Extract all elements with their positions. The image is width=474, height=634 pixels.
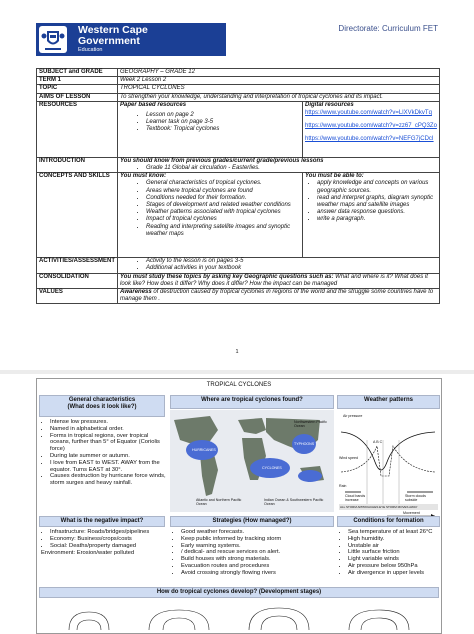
- aims-value: To strengthen your knowledge, understanding and interpretation of tropical cyclones and its impact.: [118, 93, 440, 101]
- conditions-heading: Conditions for formation: [337, 516, 440, 527]
- subject-value: GEOGRAPHY – GRADE 12: [118, 69, 440, 77]
- map-label-nw-pacific: Northwestern Pacific Ocean: [294, 420, 327, 429]
- list-item: • During late summer or autumn.: [50, 453, 168, 460]
- negative-heading: What is the negative impact?: [39, 516, 165, 527]
- values-label: VALUES: [37, 289, 118, 304]
- resource-link[interactable]: https://www.youtube.com/watch?v=zz67_cPQ3Zo: [305, 123, 437, 130]
- values-rest: of destruction caused by tropical cyclones in regions of the world and the struggle some countries have to manage them .: [120, 289, 434, 303]
- list-item: • Reading and interpreting satellite images and synoptic weather maps: [146, 224, 300, 238]
- list-item: • Build houses with strong materials.: [181, 556, 341, 563]
- resource-link[interactable]: https://www.youtube.com/watch?v=LlXVkDkvTq: [305, 110, 432, 117]
- must-know-cell: [118, 173, 303, 258]
- conditions-list: [337, 529, 442, 577]
- general-list: [39, 419, 168, 487]
- negative-extra: Environment: Erosion/water polluted: [41, 550, 135, 556]
- term-label: TERM 1: [37, 77, 118, 85]
- resources-label: RESOURCES: [37, 101, 118, 157]
- negative-list: [39, 529, 174, 549]
- table-row: [37, 93, 440, 101]
- development-diagram: [39, 600, 439, 633]
- topic-value: TROPICAL CYCLONES: [118, 85, 440, 93]
- weather-heading: Weather patterns: [337, 395, 440, 409]
- subject-label: SUBJECT and GRADE: [37, 69, 118, 77]
- list-item: • Weather patterns associated with tropical cyclones: [146, 209, 300, 216]
- list-item: • answer data response questions.: [317, 209, 437, 216]
- page-header: [0, 0, 474, 64]
- table-row: [37, 85, 440, 93]
- chart-label-movement: Movement: [403, 511, 420, 515]
- list-item: • Stages of development and related weather conditions: [146, 202, 300, 209]
- table-row: [37, 273, 440, 288]
- poster-title: TROPICAL CYCLONES: [206, 382, 272, 388]
- list-item: • Grade 11 Global air circulation - Easterlies.: [146, 165, 437, 172]
- org-department: Education: [78, 47, 103, 53]
- list-item: • I love from EAST to WEST. AWAY from the equator. Turns EAST at 30°.: [50, 460, 168, 474]
- intro-cell: [118, 157, 440, 172]
- paper-resources: [118, 101, 303, 157]
- strategies-heading: Strategies (How managed?): [170, 516, 334, 527]
- list-item: • apply knowledge and concepts on various geographic sources.: [317, 180, 437, 194]
- lesson-plan-table: [36, 68, 440, 304]
- list-item: • write a paragraph.: [317, 216, 437, 223]
- page-divider: [0, 370, 474, 374]
- chart-label-bottom: ALL STORM APPROACHES EYE STORM MOVES AWAY: [340, 505, 418, 509]
- map-label-indian: Indian Ocean & Southwestern Pacific Ocean: [264, 498, 324, 507]
- list-item: • Air pressure below 950hPa: [348, 563, 442, 570]
- chart-label-stages: A B C: [373, 440, 383, 444]
- table-row: [37, 77, 440, 85]
- paper-heading: Paper based resources: [120, 101, 187, 108]
- list-item: • Learner task on page 3-5: [146, 119, 300, 126]
- list-item: • Infrastructure: Roads/bridges/pipelines: [50, 529, 174, 536]
- chart-label-cloud-right: Storm clouds subside: [405, 494, 426, 503]
- general-heading: General characteristics (What does it look like?): [39, 395, 165, 417]
- topic-label: TOPIC: [37, 85, 118, 93]
- list-item: • Social: Deaths/property damaged: [50, 543, 174, 550]
- development-heading: How do tropical cyclones develop? (Development stages): [39, 587, 439, 598]
- list-item: • Areas where tropical cyclones are found: [146, 188, 300, 195]
- table-row: [37, 101, 440, 157]
- map-label-cyclones: CYCLONES: [262, 466, 282, 470]
- chart-label-air-pressure: Air pressure: [343, 414, 363, 418]
- intro-label: INTRODUCTION: [37, 157, 118, 172]
- resource-link[interactable]: https://www.youtube.com/watch?v=NEFG7jCDcI: [305, 136, 434, 143]
- must-know-heading: You must know:: [120, 173, 167, 180]
- list-item: • Avoid crossing strongly flowing rivers: [181, 570, 341, 577]
- table-row: [37, 69, 440, 77]
- digital-resources: [303, 101, 440, 157]
- term-value: Week 2 Lesson 2: [118, 77, 440, 85]
- list-item: • Economy: Business/crops/costs: [50, 536, 174, 543]
- table-row: [37, 173, 440, 258]
- table-row: [37, 258, 440, 273]
- activities-cell: [118, 258, 440, 273]
- map-label-hurricanes: HURRICANES: [192, 448, 216, 452]
- wcg-logo: [36, 23, 226, 56]
- must-able-heading: You must be able to:: [305, 173, 364, 180]
- intro-heading: You should know from previous grades/current grade/previous lessons: [120, 157, 324, 164]
- list-item: • Evacuation routes and procedures: [181, 563, 341, 570]
- list-item: • General characteristics of tropical cyclones.: [146, 180, 300, 187]
- table-row: [37, 289, 440, 304]
- aims-label: AIMS OF LESSON: [37, 93, 118, 101]
- must-able-cell: [303, 173, 440, 258]
- list-item: • Little surface friction: [348, 549, 442, 556]
- values-bold: Awareness: [120, 289, 152, 296]
- list-item: • Additional activities in your textbook: [146, 265, 437, 272]
- org-name: [78, 25, 148, 47]
- tropical-cyclones-poster: [36, 378, 442, 634]
- list-item: • Impact of tropical cyclones: [146, 216, 300, 223]
- list-item: • Keep public informed by tracking storm: [181, 536, 341, 543]
- directorate-label: Directorate: Curriculum FET: [338, 24, 438, 33]
- concepts-label: CONCEPTS AND SKILLS: [37, 173, 118, 258]
- consolidation-cell: [118, 273, 440, 288]
- chart-label-cloud-left: Cloud bands increase: [345, 494, 366, 503]
- list-item: • Unstable air: [348, 543, 442, 550]
- weather-pattern-diagram: [337, 410, 440, 520]
- values-cell: [118, 289, 440, 304]
- chart-label-rain: Rain: [339, 484, 347, 488]
- coat-of-arms-icon: [39, 26, 67, 53]
- list-item: • High humidity.: [348, 536, 442, 543]
- chart-label-wind-speed: Wind speed: [339, 456, 358, 460]
- list-item: • Early warning systems.: [181, 543, 341, 550]
- world-map: [170, 410, 334, 512]
- consolidation-label: CONSOLIDATION: [37, 273, 118, 288]
- where-heading: Where are tropical cyclones found?: [170, 395, 334, 409]
- consolidation-rest: What and where is it? What does it look like? How does it differ? Why does it differ? How the impact can be managed: [120, 273, 428, 287]
- page-number: 1: [235, 349, 239, 355]
- activities-label: ACTIVITIES/ASSESSMENT: [37, 258, 118, 273]
- list-item: • Activity to the lesson is on pages 3-5: [146, 258, 437, 265]
- list-item: • Forms in tropical regions, over tropical oceans, further than 5° of Equator (Coriolis force): [50, 433, 168, 453]
- list-item: • Conditions needed for their formation.: [146, 195, 300, 202]
- map-label-typhoons: TYPHOONS: [294, 442, 315, 446]
- table-row: [37, 157, 440, 172]
- list-item: • Lesson on page 2: [146, 112, 300, 119]
- list-item: • Causes destruction by hurricane force winds, storm surges and heavy rainfall.: [50, 473, 168, 487]
- list-item: • Textbook: Tropical cyclones: [146, 126, 300, 133]
- list-item: • read and interpret graphs, diagram synoptic weather maps and satellite images: [317, 195, 437, 209]
- list-item: • Named in alphabetical order.: [50, 426, 168, 433]
- org-line2: Government: [78, 35, 140, 47]
- strategies-list: [170, 529, 341, 577]
- consolidation-bold: You must study these topics by asking key Geographic questions such as:: [120, 273, 334, 280]
- list-item: • Air divergence in upper levels: [348, 570, 442, 577]
- org-line1: Western Cape: [78, 24, 148, 36]
- map-label-atlantic: Atlantic and Northern Pacific Ocean: [196, 498, 242, 507]
- list-item: • Light variable winds: [348, 556, 442, 563]
- digital-heading: Digital resources: [305, 101, 354, 108]
- list-item: • / dedical- and rescue services on alert.: [181, 549, 341, 556]
- list-item: • Good weather forecasts.: [181, 529, 341, 536]
- list-item: • Sea temperature of at least 26°C: [348, 529, 442, 536]
- list-item: • Intense low pressures.: [50, 419, 168, 426]
